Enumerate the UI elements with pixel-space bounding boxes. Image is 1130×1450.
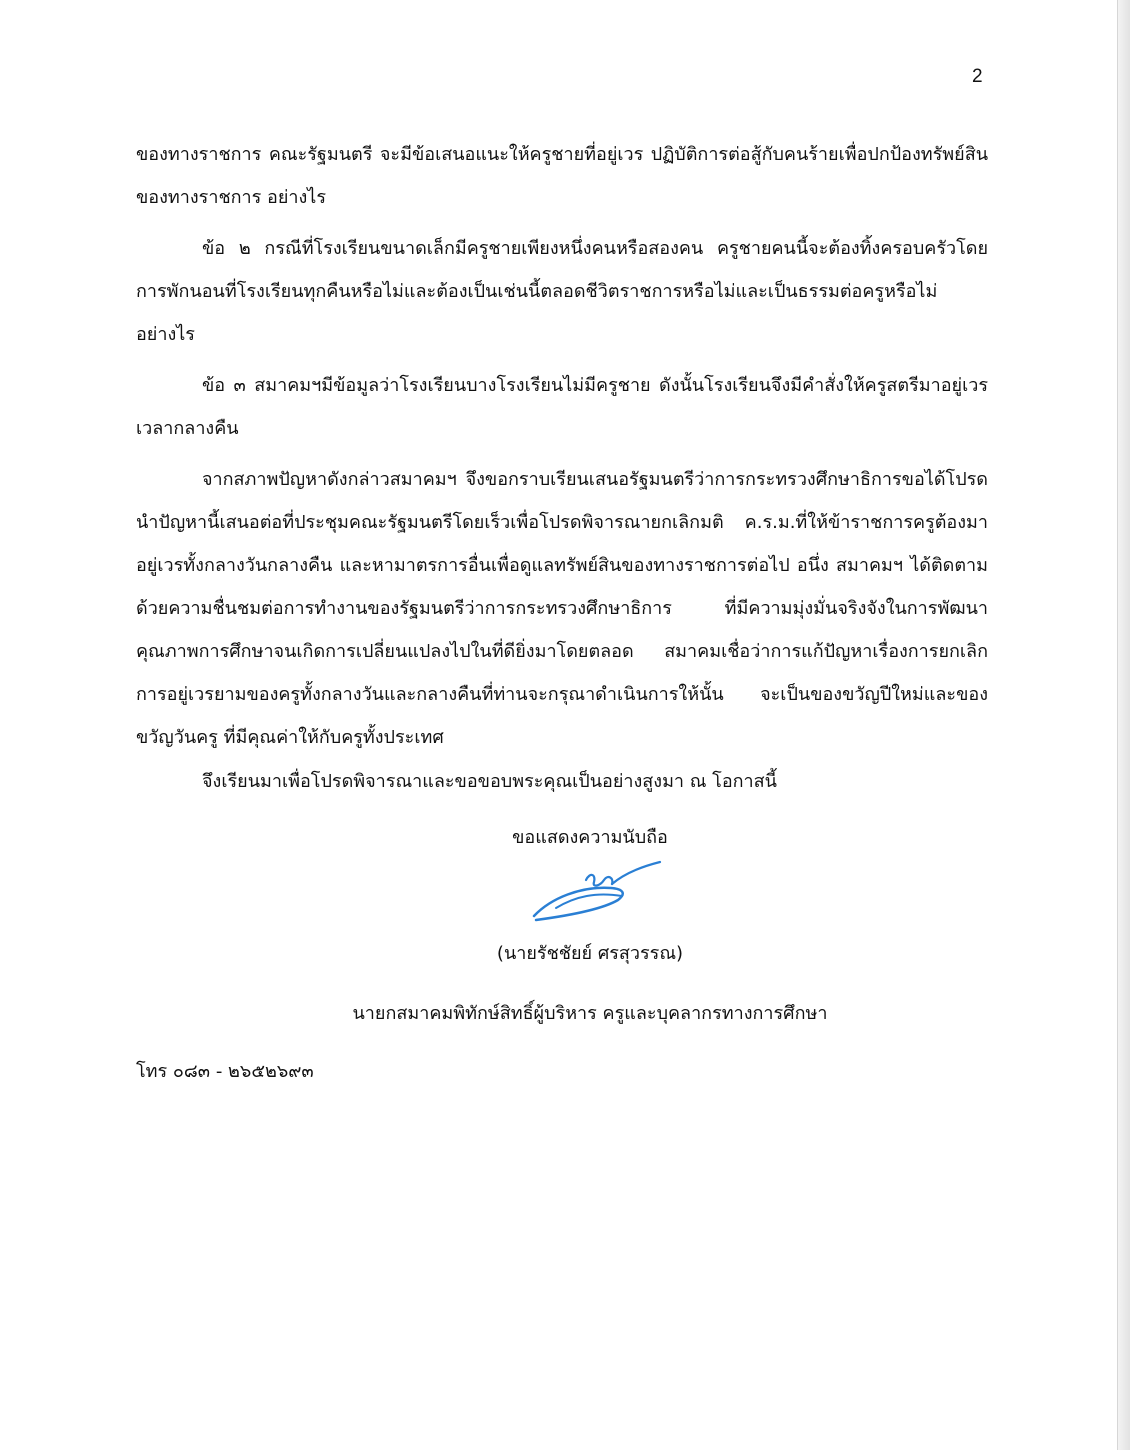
phone-number: โทร ๐๘๓ - ๒๖๕๒๖๙๓	[136, 1061, 314, 1082]
page-number: 2	[972, 66, 983, 87]
paragraph-item-2: ข้อ ๒ กรณีที่โรงเรียนขนาดเล็กมีครูชายเพียงหนึ่งคนหรือสองคน ครูชายคนนี้จะต้องทิ้งครอบครัวโดยการพักนอนที่โรงเรียนทุกคืนหรือไม่และต้องเป็นเช่นนี้ตลอดชีวิตราชการหรือไม่และเป็นธรรมต่อครูหรือไม่อย่างไร	[136, 238, 988, 345]
paragraph-request: จากสภาพปัญหาดังกล่าวสมาคมฯ จึงขอกราบเรียนเสนอรัฐมนตรีว่าการกระทรวงศึกษาธิการขอได้โปรดนำปัญหานี้เสนอต่อที่ประชุมคณะรัฐมนตรีโดยเร็วเพื่อโปรดพิจารณายกเลิกมติ ค.ร.ม.ที่ให้ข้าราชการครูต้องมาอยู่เวรทั้งกลางวันกลางคืน และหามาตรการอื่นเพื่อดูแลทรัพย์สินของทางราชการต่อไป อนึ่ง สมาคมฯ ได้ติดตามด้วยความชื่นชมต่อการทำงานของรัฐมนตรีว่าการกระทรวงศึกษาธิการ ที่มีความมุ่งมั่นจริงจังในการพัฒนาคุณภาพการศึกษาจนเกิดการเปลี่ยนแปลงไปในที่ดียิ่งมาโดยตลอด สมาคมเชื่อว่าการแก้ปัญหาเรื่องการยกเลิกการอยู่เวรยามของครูทั้งกลางวันและกลางคืนที่ท่านจะกรุณาดำเนินการให้นั้น จะเป็นของขวัญปีใหม่และของขวัญวันครู ที่มีคุณค่าให้กับครูทั้งประเทศ	[136, 469, 988, 748]
paragraph-continuation: ของทางราชการ คณะรัฐมนตรี จะมีข้อเสนอแนะให้ครูชายที่อยู่เวร ปฏิบัติการต่อสู้กับคนร้ายเพื่อปกป้องทรัพย์สินของทางราชการ อย่างไร	[136, 144, 988, 208]
page-edge	[1117, 0, 1130, 1450]
closing-salutation: ขอแสดงความนับถือ	[512, 827, 668, 848]
signature	[526, 858, 666, 928]
paragraph-item-3: ข้อ ๓ สมาคมฯมีข้อมูลว่าโรงเรียนบางโรงเรียนไม่มีครูชาย ดังนั้นโรงเรียนจึงมีคำสั่งให้ครูสตรีมาอยู่เวรเวลากลางคืน	[136, 375, 988, 439]
signer-position: นายกสมาคมพิทักษ์สิทธิ์ผู้บริหาร ครูและบุคลากรทางการศึกษา	[352, 1003, 828, 1024]
signer-name: (นายรัชชัยย์ ศรสุวรรณ)	[496, 943, 684, 964]
paragraph-closing-request: จึงเรียนมาเพื่อโปรดพิจารณาและขอขอบพระคุณเป็นอย่างสูงมา ณ โอกาสนี้	[202, 771, 777, 792]
